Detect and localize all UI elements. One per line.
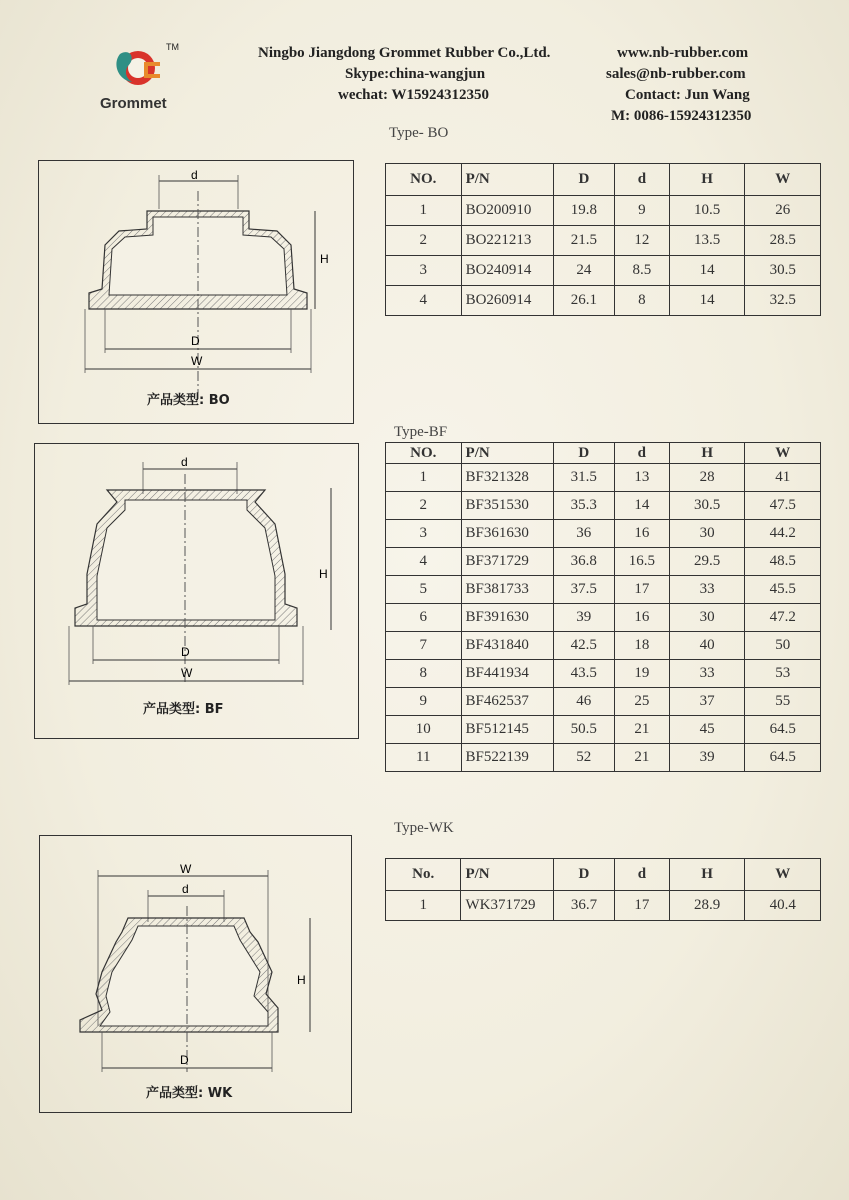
cell-W: 44.2: [745, 520, 821, 548]
table-row: [386, 548, 821, 576]
col-D: D: [553, 443, 614, 464]
cell-W: 47.2: [745, 604, 821, 632]
bf-dim-W: W: [181, 666, 193, 680]
cell-pn: BF351530: [461, 492, 553, 520]
cell-no: 2: [386, 226, 462, 256]
cell-d: 25: [614, 688, 669, 716]
bo-spec-table: [385, 163, 821, 316]
mobile-number: M: 0086-15924312350: [611, 108, 752, 124]
cell-pn: BF391630: [461, 604, 553, 632]
col-no: NO.: [386, 164, 462, 196]
cell-H: 33: [669, 576, 745, 604]
cell-W: 55: [745, 688, 821, 716]
type-wk-label: Type-WK: [394, 820, 454, 836]
cell-no: 4: [386, 286, 462, 316]
wk-drawing-box: [39, 835, 352, 1113]
cell-d: 18: [614, 632, 669, 660]
email-link[interactable]: sales@nb-rubber.com: [606, 66, 746, 82]
cell-pn: BO240914: [461, 256, 553, 286]
cell-d: 9: [614, 196, 669, 226]
cell-d: 16: [614, 520, 669, 548]
cell-d: 21: [614, 744, 669, 772]
table-header-row: [386, 859, 821, 891]
cell-W: 47.5: [745, 492, 821, 520]
cell-no: 4: [386, 548, 462, 576]
wk-caption: 产品类型: WK: [146, 1086, 233, 1101]
cell-no: 11: [386, 744, 462, 772]
col-H: H: [669, 164, 745, 196]
wechat-contact: wechat: W15924312350: [338, 87, 489, 103]
col-d: d: [614, 164, 669, 196]
wk-dim-W: W: [180, 862, 192, 876]
cell-d: 16: [614, 604, 669, 632]
cell-D: 36: [553, 520, 614, 548]
cell-W: 64.5: [745, 716, 821, 744]
col-pn: P/N: [461, 859, 553, 891]
bf-spec-table: [385, 442, 821, 772]
cell-no: 9: [386, 688, 462, 716]
table-row: [386, 492, 821, 520]
cell-d: 8: [614, 286, 669, 316]
cell-D: 31.5: [553, 464, 614, 492]
col-H: H: [669, 859, 745, 891]
cell-no: 5: [386, 576, 462, 604]
cell-D: 21.5: [553, 226, 614, 256]
wk-dim-h: H: [297, 973, 306, 987]
cell-W: 53: [745, 660, 821, 688]
table-row: [386, 256, 821, 286]
bo-technical-drawing: [39, 161, 353, 423]
cell-H: 30: [669, 520, 745, 548]
bf-technical-drawing: [35, 444, 358, 738]
col-D: D: [553, 859, 614, 891]
cell-no: 1: [386, 464, 462, 492]
cell-d: 21: [614, 716, 669, 744]
company-name: Ningbo Jiangdong Grommet Rubber Co.,Ltd.: [258, 45, 551, 61]
bo-dim-d: d: [191, 168, 198, 182]
cell-H: 30.5: [669, 492, 745, 520]
cell-H: 13.5: [669, 226, 745, 256]
cell-no: 1: [386, 196, 462, 226]
cell-D: 36.7: [553, 891, 614, 921]
bf-caption: 产品类型: BF: [143, 702, 224, 717]
trademark-label: TM: [166, 42, 179, 52]
type-bf-label: Type-BF: [394, 424, 448, 440]
cell-pn: BF512145: [461, 716, 553, 744]
cell-D: 24: [553, 256, 614, 286]
cell-pn: BO200910: [461, 196, 553, 226]
bo-dim-W: W: [191, 354, 203, 368]
type-bo-label: Type- BO: [389, 125, 449, 141]
col-no: No.: [386, 859, 461, 891]
cell-pn: BF381733: [461, 576, 553, 604]
table-row: [386, 604, 821, 632]
cell-D: 42.5: [553, 632, 614, 660]
cell-pn: BF371729: [461, 548, 553, 576]
col-pn: P/N: [461, 443, 553, 464]
table-row: [386, 576, 821, 604]
website-link[interactable]: www.nb-rubber.com: [617, 45, 749, 61]
bf-dim-d: d: [181, 455, 188, 469]
cell-H: 33: [669, 660, 745, 688]
cell-W: 28.5: [745, 226, 821, 256]
cell-W: 32.5: [745, 286, 821, 316]
cell-H: 14: [669, 286, 745, 316]
bf-dim-h: H: [319, 567, 328, 581]
cell-no: 7: [386, 632, 462, 660]
logo-text: Grommet: [100, 95, 167, 112]
table-row: [386, 286, 821, 316]
bo-drawing-box: [38, 160, 354, 424]
cell-W: 40.4: [745, 891, 821, 921]
table-row: [386, 891, 821, 921]
contact-name: Contact: Jun Wang: [625, 87, 750, 103]
table-row: [386, 196, 821, 226]
wk-spec-table: [385, 858, 821, 921]
cell-no: 3: [386, 256, 462, 286]
cell-D: 50.5: [553, 716, 614, 744]
cell-pn: BF441934: [461, 660, 553, 688]
table-row: [386, 660, 821, 688]
bf-dim-D: D: [181, 645, 190, 659]
cell-d: 19: [614, 660, 669, 688]
cell-d: 8.5: [614, 256, 669, 286]
bo-dim-h: H: [320, 252, 329, 266]
cell-D: 35.3: [553, 492, 614, 520]
cell-no: 2: [386, 492, 462, 520]
cell-H: 29.5: [669, 548, 745, 576]
cell-D: 46: [553, 688, 614, 716]
cell-H: 28.9: [669, 891, 745, 921]
cell-pn: BF431840: [461, 632, 553, 660]
cell-no: 10: [386, 716, 462, 744]
cell-W: 26: [745, 196, 821, 226]
col-W: W: [745, 164, 821, 196]
cell-pn: BF361630: [461, 520, 553, 548]
cell-W: 45.5: [745, 576, 821, 604]
cell-no: 3: [386, 520, 462, 548]
cell-d: 14: [614, 492, 669, 520]
cell-H: 28: [669, 464, 745, 492]
col-pn: P/N: [461, 164, 553, 196]
bo-caption: 产品类型: BO: [147, 393, 230, 408]
cell-d: 12: [614, 226, 669, 256]
table-row: [386, 632, 821, 660]
wk-dim-D: D: [180, 1053, 189, 1067]
table-row: [386, 716, 821, 744]
cell-no: 6: [386, 604, 462, 632]
cell-D: 19.8: [553, 196, 614, 226]
cell-D: 26.1: [553, 286, 614, 316]
col-D: D: [553, 164, 614, 196]
skype-contact: Skype:china-wangjun: [345, 66, 486, 82]
col-H: H: [669, 443, 745, 464]
cell-H: 10.5: [669, 196, 745, 226]
cell-no: 8: [386, 660, 462, 688]
cell-D: 39: [553, 604, 614, 632]
cell-d: 16.5: [614, 548, 669, 576]
cell-pn: BF522139: [461, 744, 553, 772]
cell-D: 43.5: [553, 660, 614, 688]
cell-H: 30: [669, 604, 745, 632]
bo-dim-D: D: [191, 334, 200, 348]
wk-dim-d: d: [182, 882, 189, 896]
cell-W: 48.5: [745, 548, 821, 576]
cell-W: 64.5: [745, 744, 821, 772]
table-row: [386, 226, 821, 256]
cell-H: 45: [669, 716, 745, 744]
cell-d: 17: [614, 576, 669, 604]
col-W: W: [745, 859, 821, 891]
cell-W: 30.5: [745, 256, 821, 286]
cell-W: 50: [745, 632, 821, 660]
table-row: [386, 520, 821, 548]
cell-H: 37: [669, 688, 745, 716]
cell-H: 40: [669, 632, 745, 660]
table-header-row: [386, 164, 821, 196]
table-row: [386, 464, 821, 492]
cell-pn: BO260914: [461, 286, 553, 316]
cell-D: 37.5: [553, 576, 614, 604]
table-header-row: [386, 443, 821, 464]
table-row: [386, 688, 821, 716]
cell-pn: BF462537: [461, 688, 553, 716]
table-row: [386, 744, 821, 772]
col-d: d: [614, 443, 669, 464]
col-no: NO.: [386, 443, 462, 464]
cell-H: 39: [669, 744, 745, 772]
cell-d: 17: [614, 891, 669, 921]
cell-d: 13: [614, 464, 669, 492]
col-W: W: [745, 443, 821, 464]
cell-pn: WK371729: [461, 891, 553, 921]
cell-D: 36.8: [553, 548, 614, 576]
cell-no: 1: [386, 891, 461, 921]
wk-technical-drawing: [40, 836, 351, 1112]
cell-D: 52: [553, 744, 614, 772]
cell-W: 41: [745, 464, 821, 492]
cell-H: 14: [669, 256, 745, 286]
cell-pn: BF321328: [461, 464, 553, 492]
cell-pn: BO221213: [461, 226, 553, 256]
col-d: d: [614, 859, 669, 891]
bf-drawing-box: [34, 443, 359, 739]
